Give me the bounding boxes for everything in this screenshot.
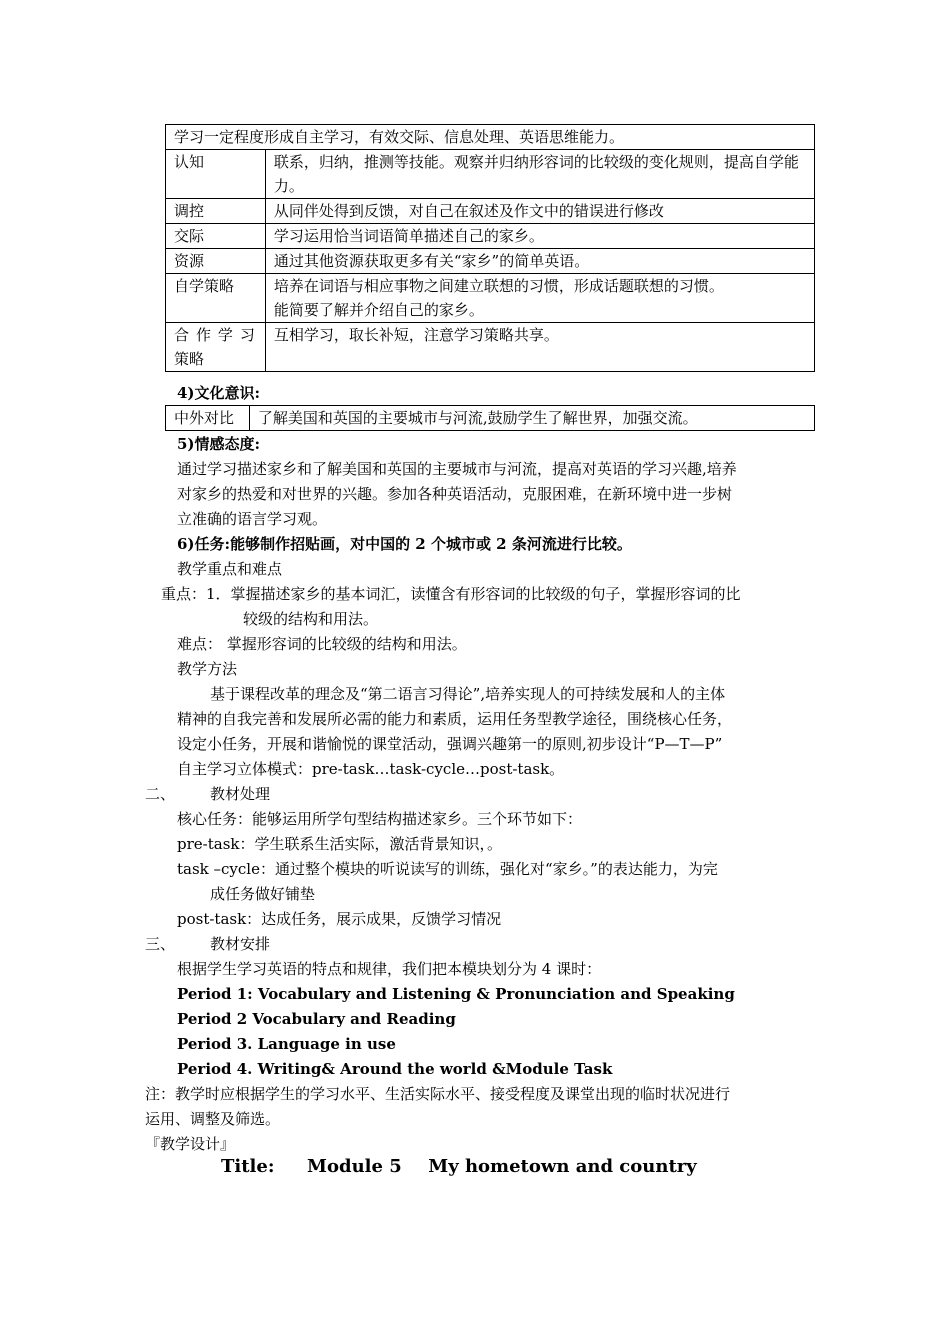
table-row bbox=[166, 249, 815, 274]
section-title: 教材安排 bbox=[210, 935, 271, 953]
table-row bbox=[166, 125, 815, 150]
task-cycle-line: task –cycle：通过整个模块的听说读写的训练，强化对“家乡。”的表达能力，为完 bbox=[177, 860, 718, 878]
strategy-table bbox=[165, 124, 815, 372]
row-label: 自学策略 bbox=[166, 274, 266, 323]
culture-table bbox=[165, 405, 815, 431]
task-line: 6)任务:能够制作招贴画，对中国的 2 个城市或 2 条河流进行比较。 bbox=[177, 535, 632, 553]
table-row bbox=[166, 224, 815, 249]
table-row bbox=[166, 406, 815, 431]
emotion-line: 立准确的语言学习观。 bbox=[177, 510, 328, 528]
row-label: 交际 bbox=[166, 224, 266, 249]
post-task-line: post-task：达成任务，展示成果，反馈学习情况 bbox=[177, 910, 502, 928]
pre-task-line: pre-task：学生联系生活实际，激活背景知识，。 bbox=[177, 835, 502, 853]
design-heading: 『教学设计』 bbox=[145, 1135, 236, 1153]
table-row bbox=[166, 323, 815, 372]
page-title bbox=[221, 1154, 697, 1180]
title-label: Title: bbox=[221, 1156, 275, 1177]
table-cell: 学习一定程度形成自主学习，有效交际、信息处理、英语思维能力。 bbox=[166, 125, 815, 150]
row-text: 互相学习，取长补短，注意学习策略共享。 bbox=[265, 323, 814, 372]
note-line: 运用、调整及筛选。 bbox=[145, 1110, 281, 1128]
row-text: 通过其他资源获取更多有关“家乡”的简单英语。 bbox=[265, 249, 814, 274]
emotion-heading: 5)情感态度: bbox=[177, 435, 261, 453]
row-label-line: 策略 bbox=[174, 350, 205, 368]
section-number: 二、 bbox=[145, 785, 176, 803]
row-label: 认知 bbox=[166, 150, 266, 199]
row-label bbox=[166, 323, 266, 372]
period-line: Period 3. Language in use bbox=[177, 1035, 396, 1053]
table-row bbox=[166, 150, 815, 199]
emotion-line: 通过学习描述家乡和了解美国和英国的主要城市与河流，提高对英语的学习兴趣,培养 bbox=[177, 460, 737, 478]
note-line: 注：教学时应根据学生的学习水平、生活实际水平、接受程度及课堂出现的临时状况进行 bbox=[145, 1085, 731, 1103]
row-label: 调控 bbox=[166, 199, 266, 224]
row-label-line: 合作学习 bbox=[174, 326, 257, 344]
title-name: My hometown and country bbox=[428, 1156, 697, 1177]
row-text: 学习运用恰当词语简单描述自己的家乡。 bbox=[265, 224, 814, 249]
row-label: 中外对比 bbox=[166, 406, 250, 431]
section-title: 教材处理 bbox=[210, 785, 271, 803]
key-points-heading: 教学重点和难点 bbox=[177, 560, 283, 578]
row-text: 了解美国和英国的主要城市与河流,鼓励学生了解世界，加强交流。 bbox=[249, 406, 814, 431]
row-text bbox=[265, 274, 814, 323]
row-label: 资源 bbox=[166, 249, 266, 274]
period-line: Period 4. Writing& Around the world &Module Task bbox=[177, 1060, 613, 1078]
task-cycle-line: 成任务做好铺垫 bbox=[210, 885, 316, 903]
method-heading: 教学方法 bbox=[177, 660, 238, 678]
key-line: 重点：1．掌握描述家乡的基本词汇，读懂含有形容词的比较级的句子，掌握形容词的比 bbox=[161, 585, 741, 603]
method-line: 精神的自我完善和发展所必需的能力和素质，运用任务型教学途径，围绕核心任务， bbox=[177, 710, 733, 728]
arrangement-intro: 根据学生学习英语的特点和规律，我们把本模块划分为 4 课时： bbox=[177, 960, 602, 978]
period-line: Period 1: Vocabulary and Listening & Pronunciation and Speaking bbox=[177, 985, 735, 1003]
key-line: 较级的结构和用法。 bbox=[243, 610, 379, 628]
method-line: 基于课程改革的理念及“第二语言习得论”,培养实现人的可持续发展和人的主体 bbox=[210, 685, 726, 703]
culture-heading: 4)文化意识: bbox=[177, 384, 261, 402]
row-text: 从同伴处得到反馈，对自己在叙述及作文中的错误进行修改 bbox=[265, 199, 814, 224]
emotion-line: 对家乡的热爱和对世界的兴趣。参加各种英语活动，克服困难，在新环境中进一步树 bbox=[177, 485, 733, 503]
difficult-line: 难点： 掌握形容词的比较级的结构和用法。 bbox=[177, 635, 467, 653]
method-line: 设定小任务，开展和谐愉悦的课堂活动，强调兴趣第一的原则,初步设计“P—T—P” bbox=[177, 735, 723, 753]
method-line: 自主学习立体模式：pre-task…task-cycle…post-task。 bbox=[177, 760, 565, 778]
table-row bbox=[166, 274, 815, 323]
title-module: Module 5 bbox=[307, 1156, 402, 1177]
row-text-line: 培养在词语与相应事物之间建立联想的习惯，形成话题联想的习惯。 bbox=[273, 277, 724, 295]
core-task-line: 核心任务：能够运用所学句型结构描述家乡。三个环节如下： bbox=[177, 810, 583, 828]
row-text-line: 能简要了解并介绍自己的家乡。 bbox=[273, 301, 484, 319]
section-number: 三、 bbox=[145, 935, 176, 953]
period-line: Period 2 Vocabulary and Reading bbox=[177, 1010, 456, 1028]
table-row bbox=[166, 199, 815, 224]
row-text: 联系，归纳，推测等技能。观察并归纳形容词的比较级的变化规则，提高自学能力。 bbox=[265, 150, 814, 199]
